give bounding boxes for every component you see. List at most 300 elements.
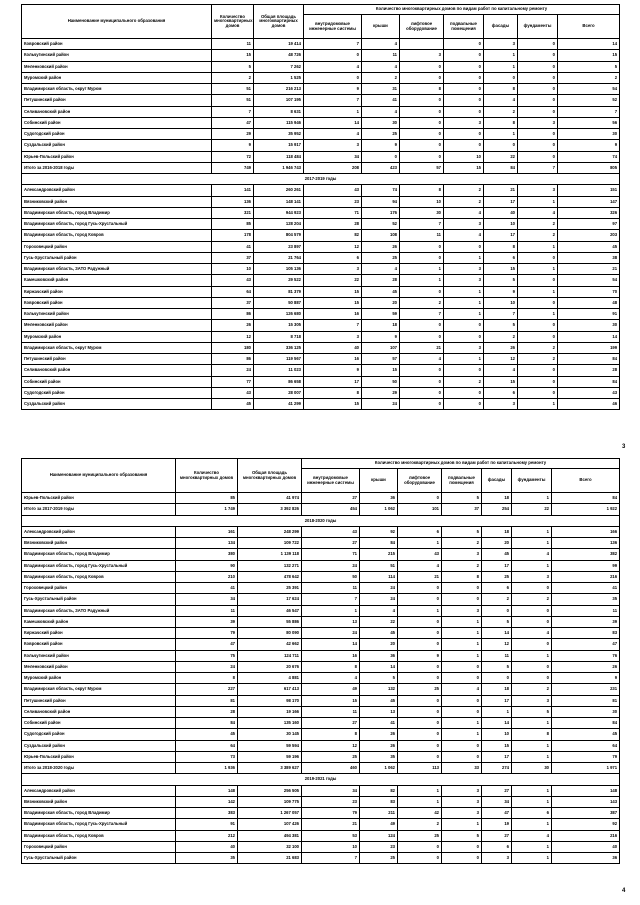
value-cell: 4 [442,684,482,695]
table-row [22,309,620,320]
value-cell: 3 [484,39,518,50]
value-cell: 18 [482,684,512,695]
value-cell: 9 [558,140,620,151]
value-cell: 0 [398,718,442,729]
value-cell: 34 [176,594,238,605]
value-cell: 0 [442,695,482,706]
value-cell: 2 [518,219,558,230]
row-name-cell: Вязниковский район [22,196,212,207]
value-cell: 0 [400,129,444,140]
value-cell: 29 522 [254,275,304,286]
value-cell: 27 [302,493,360,504]
value-cell: 3 [444,219,484,230]
row-name-cell: Ковровский район [22,39,212,50]
value-cell: 326 [558,207,620,218]
value-cell: 208 [304,162,362,173]
value-cell: 41 299 [254,399,304,410]
value-cell: 7 [304,320,362,331]
row-name-cell: Кольчугинский район [22,50,212,61]
row-name-cell: Итого за 2017-2019 годы [22,504,176,515]
value-cell: 26 [360,729,398,740]
row-name-cell: Камешковский район [22,275,212,286]
value-cell: 30 [400,207,444,218]
value-cell: 0 [398,639,442,650]
value-cell: 1 [512,740,552,751]
row-name-cell: Суздальский район [22,140,212,151]
value-cell: 18 [482,493,512,504]
value-cell: 11 [176,605,238,616]
value-cell: 1 [512,650,552,661]
value-cell: 21 [558,264,620,275]
value-cell: 43 [212,387,254,398]
value-cell: 82 [304,230,362,241]
value-cell: 0 [444,84,484,95]
value-cell: 1 [484,129,518,140]
value-cell: 10 [484,297,518,308]
section-title: 2017-2019 годы [22,174,620,185]
value-cell: 1 [518,196,558,207]
value-cell: 248 299 [238,526,302,537]
value-cell: 805 [558,162,620,173]
value-cell: 1 [398,796,442,807]
value-cell: 41 [552,583,620,594]
value-cell: 26 [552,661,620,672]
value-cell: 22 [512,504,552,515]
value-cell: 0 [444,399,484,410]
row-name-cell: Гороховецкий район [22,241,212,252]
value-cell: 10 [484,219,518,230]
row-name-cell: Владимирская область, город Ковров [22,571,176,582]
table-row [22,95,620,106]
value-cell: 2 [442,538,482,549]
value-cell: 0 [482,605,512,616]
value-cell: 8 [302,661,360,672]
value-cell: 8 [400,84,444,95]
value-cell: 27 [302,718,360,729]
value-cell: 0 [518,275,558,286]
value-cell: 0 [442,706,482,717]
value-cell: 79 [176,628,238,639]
value-cell: 45 [360,695,398,706]
table-row [22,526,620,537]
value-cell: 1 [512,718,552,729]
value-cell: 1 [518,286,558,297]
value-cell: 14 [360,661,398,672]
value-cell: 11 [362,50,400,61]
row-name-cell: Гороховецкий район [22,583,176,594]
row-name-cell: Владимирская область, город Ковров [22,830,176,841]
value-cell: 59 594 [238,740,302,751]
value-cell: 2 [482,594,512,605]
table-body-page-1 [22,39,620,410]
value-cell: 0 [518,95,558,106]
value-cell: 1 [482,706,512,717]
table-row [22,275,620,286]
value-cell: 109 775 [238,796,302,807]
value-cell: 28 [362,275,400,286]
value-cell: 19 414 [254,39,304,50]
value-cell: 15 [482,740,512,751]
value-cell: 29 [212,129,254,140]
value-cell: 2 [444,185,484,196]
value-cell: 211 [360,808,398,819]
value-cell: 25 391 [238,583,302,594]
value-cell: 17 624 [238,594,302,605]
value-cell: 15 305 [254,320,304,331]
value-cell: 21 [302,819,360,830]
table-row [22,207,620,218]
value-cell: 1 971 [552,763,620,774]
value-cell: 37 [442,504,482,515]
value-cell: 0 [362,151,400,162]
value-cell: 90 [176,560,238,571]
row-name-cell: Кольчугинский район [22,650,176,661]
value-cell: 0 [444,387,484,398]
value-cell: 1 [518,264,558,275]
value-cell: 64 [552,740,620,751]
value-cell: 107 [362,342,400,353]
table-row [22,365,620,376]
value-cell: 0 [518,129,558,140]
value-cell: 5 [482,616,512,627]
value-cell: 9 [362,140,400,151]
value-cell: 23 897 [254,241,304,252]
value-cell: 1 [512,526,552,537]
value-cell: 24 [302,560,360,571]
value-cell: 23 [304,196,362,207]
value-cell: 84 [552,718,620,729]
value-cell: 48 [558,297,620,308]
value-cell: 35 952 [254,129,304,140]
value-cell: 0 [400,106,444,117]
value-cell: 94 [362,196,400,207]
value-cell: 82 [360,785,398,796]
value-cell: 22 [360,616,398,627]
row-name-cell: Итого за 2016-2018 годы [22,162,212,173]
value-cell: 92 [360,526,398,537]
value-cell: 22 [304,275,362,286]
value-cell: 1 525 [254,72,304,83]
value-cell: 10 [302,841,360,852]
value-cell: 0 [400,241,444,252]
value-cell: 33 [442,763,482,774]
value-cell: 40 [304,342,362,353]
row-name-cell: Вязниковский район [22,796,176,807]
value-cell: 0 [398,594,442,605]
row-name-cell: Петушинский район [22,354,212,365]
value-cell: 11 [212,39,254,50]
value-cell: 2 [512,594,552,605]
row-name-cell: Муромский район [22,673,176,684]
header-name: Наименование муниципального образования [22,459,176,493]
value-cell: 12 [302,740,360,751]
value-cell: 0 [444,365,484,376]
value-cell: 1 922 [552,504,620,515]
row-name-cell: Владимирская область, город Владимир [22,207,212,218]
value-cell: 6 [512,808,552,819]
header-count: Количество многоквартирных домов [176,459,238,493]
value-cell: 1 [442,650,482,661]
table-row [22,230,620,241]
row-name-cell: Петушинский район [22,95,212,106]
value-cell: 75 [176,650,238,661]
value-cell: 23 [302,796,360,807]
value-cell: 1 [444,354,484,365]
value-cell: 0 [400,117,444,128]
value-cell: 1 [398,538,442,549]
value-cell: 1 [512,841,552,852]
value-cell: 3 [512,695,552,706]
value-cell: 64 [176,740,238,751]
value-cell: 4 [398,560,442,571]
value-cell: 1 [512,538,552,549]
value-cell: 39 [176,616,238,627]
value-cell: 3 [444,264,484,275]
value-cell: 2 [442,560,482,571]
value-cell: 1 [442,639,482,650]
row-name-cell: Гусь-Хрустальный район [22,853,176,864]
row-name-cell: Собинский район [22,718,176,729]
value-cell: 79 [552,751,620,762]
value-cell: 0 [398,740,442,751]
value-cell: 1 [442,819,482,830]
value-cell: 8 [176,673,238,684]
value-cell: 12 [482,639,512,650]
value-cell: 4 [362,61,400,72]
value-cell: 2 [518,230,558,241]
value-cell: 124 711 [238,650,302,661]
table-row [22,84,620,95]
header-area: Общая площадь многоквартирных домов [254,5,304,39]
value-cell: 91 [176,819,238,830]
value-cell: 0 [512,661,552,672]
value-cell: 3 [304,140,362,151]
value-cell: 2 [518,342,558,353]
value-cell: 14 [304,117,362,128]
value-cell: 0 [518,151,558,162]
row-name-cell: Камешковский район [22,616,176,627]
value-cell: 54 [558,84,620,95]
value-cell: 0 [400,399,444,410]
value-cell: 17 [482,560,512,571]
value-cell: 0 [512,583,552,594]
value-cell: 97 [558,219,620,230]
value-cell: 1 [512,493,552,504]
value-cell: 84 [558,376,620,387]
value-cell: 43 [398,549,442,560]
value-cell: 25 [302,751,360,762]
value-cell: 14 [558,39,620,50]
table-row [22,605,620,616]
table-row [22,763,620,774]
row-name-cell: Владимирская область, округ Муром [22,84,212,95]
value-cell: 12 [304,241,362,252]
header-w1: внутридомовые инженерные системы [302,469,360,493]
value-cell: 1 749 [176,504,238,515]
value-cell: 0 [444,72,484,83]
row-name-cell: Меленковский район [22,320,212,331]
value-cell: 0 [398,853,442,864]
table-row [22,50,620,61]
value-cell: 5 [484,275,518,286]
value-cell: 101 [398,504,442,515]
value-cell: 1 139 118 [238,549,302,560]
value-cell: 1 [400,275,444,286]
value-cell: 31 [362,84,400,95]
value-cell: 0 [444,241,484,252]
row-name-cell: Собинский район [22,376,212,387]
value-cell: 7 262 [254,61,304,72]
value-cell: 41 [360,718,398,729]
row-name-cell: Владимирская область, ЗАТО Радужный [22,264,212,275]
value-cell: 3 [304,331,362,342]
table-page-1 [21,4,620,410]
value-cell: 4 [362,264,400,275]
value-cell: 4 [484,365,518,376]
header-count: Количество многоквартирных домов [212,5,254,39]
value-cell: 17 [482,695,512,706]
value-cell: 0 [518,84,558,95]
value-cell: 21 764 [254,252,304,263]
value-cell: 36 [360,650,398,661]
value-cell: 20 [362,297,400,308]
value-cell: 13 [360,706,398,717]
header-w4: подвальные помещения [442,469,482,493]
value-cell: 2 [398,819,442,830]
value-cell: 141 [212,185,254,196]
table-row [22,140,620,151]
value-cell: 15 [362,365,400,376]
value-cell: 6 [398,526,442,537]
value-cell: 10 [400,196,444,207]
value-cell: 80 090 [238,628,302,639]
value-cell: 1 [302,605,360,616]
value-cell: 0 [518,252,558,263]
value-cell: 3 [444,342,484,353]
header-w4: подвальные помещения [444,15,484,39]
value-cell: 0 [400,387,444,398]
value-cell: 0 [304,50,362,61]
value-cell: 147 [558,196,620,207]
value-cell: 9 [398,650,442,661]
value-cell: 26 [212,320,254,331]
value-cell: 77 [212,376,254,387]
value-cell: 0 [398,729,442,740]
value-cell: 212 [176,830,238,841]
table-row [22,583,620,594]
value-cell: 6 [304,252,362,263]
value-cell: 1 [512,819,552,830]
value-cell: 21 683 [238,853,302,864]
row-name-cell: Селивановский район [22,365,212,376]
value-cell: 148 141 [254,196,304,207]
value-cell: 4 [304,129,362,140]
table-row [22,718,620,729]
value-cell: 0 [518,387,558,398]
value-cell: 3 [442,785,482,796]
value-cell: 7 [518,162,558,173]
value-cell: 2 [558,72,620,83]
table-row [22,241,620,252]
row-name-cell: Петушинский район [22,695,176,706]
value-cell: 21 [400,342,444,353]
value-cell: 0 [398,841,442,852]
page-number: 3 [622,444,626,450]
table-row [22,819,620,830]
value-cell: 0 [512,673,552,684]
value-cell: 26 [484,342,518,353]
value-cell: 18 [362,320,400,331]
value-cell: 39 [552,616,620,627]
value-cell: 0 [518,72,558,83]
table-page-2 [21,458,620,864]
value-cell: 0 [518,106,558,117]
value-cell: 42 [398,808,442,819]
value-cell: 84 [552,493,620,504]
value-cell: 617 413 [238,684,302,695]
value-cell: 210 [176,571,238,582]
value-cell: 216 [552,571,620,582]
value-cell: 216 213 [254,84,304,95]
header-w1: внутридомовые инженерные системы [304,15,362,39]
value-cell: 8 [442,571,482,582]
value-cell: 5 [442,493,482,504]
value-cell: 16 [302,650,360,661]
table-row [22,129,620,140]
value-cell: 0 [518,297,558,308]
table-row [22,706,620,717]
value-cell: 30 [558,320,620,331]
table-row [22,695,620,706]
value-cell: 3 [400,50,444,61]
value-cell: 46 [558,399,620,410]
value-cell: 79 [302,808,360,819]
value-cell: 0 [442,740,482,751]
value-cell: 0 [444,61,484,72]
value-cell: 0 [400,365,444,376]
value-cell: 26 [362,241,400,252]
value-cell: 4 [444,230,484,241]
table-row [22,853,620,864]
value-cell: 3 [442,605,482,616]
value-cell: 0 [398,673,442,684]
value-cell: 9 [484,286,518,297]
row-name-cell: Ковровский район [22,297,212,308]
value-cell: 105 136 [254,264,304,275]
value-cell: 9 [212,140,254,151]
value-cell: 0 [518,50,558,61]
value-cell: 6 [484,387,518,398]
header-area: Общая площадь многоквартирных домов [238,459,302,493]
value-cell: 1 [398,605,442,616]
value-cell: 0 [518,61,558,72]
value-cell: 28 [558,365,620,376]
value-cell: 4 [518,207,558,218]
value-cell: 0 [398,493,442,504]
header-w3: лифтовое оборудование [400,15,444,39]
value-cell: 41 [176,583,238,594]
value-cell: 8 [304,387,362,398]
value-cell: 3 [518,185,558,196]
row-name-cell: Ковровский район [22,639,176,650]
value-cell: 34 [304,151,362,162]
value-cell: 7 [302,853,360,864]
value-cell: 1 [512,560,552,571]
value-cell: 3 [442,796,482,807]
value-cell: 109 722 [238,538,302,549]
header-w3: лифтовое оборудование [398,469,442,493]
value-cell: 34 [482,796,512,807]
